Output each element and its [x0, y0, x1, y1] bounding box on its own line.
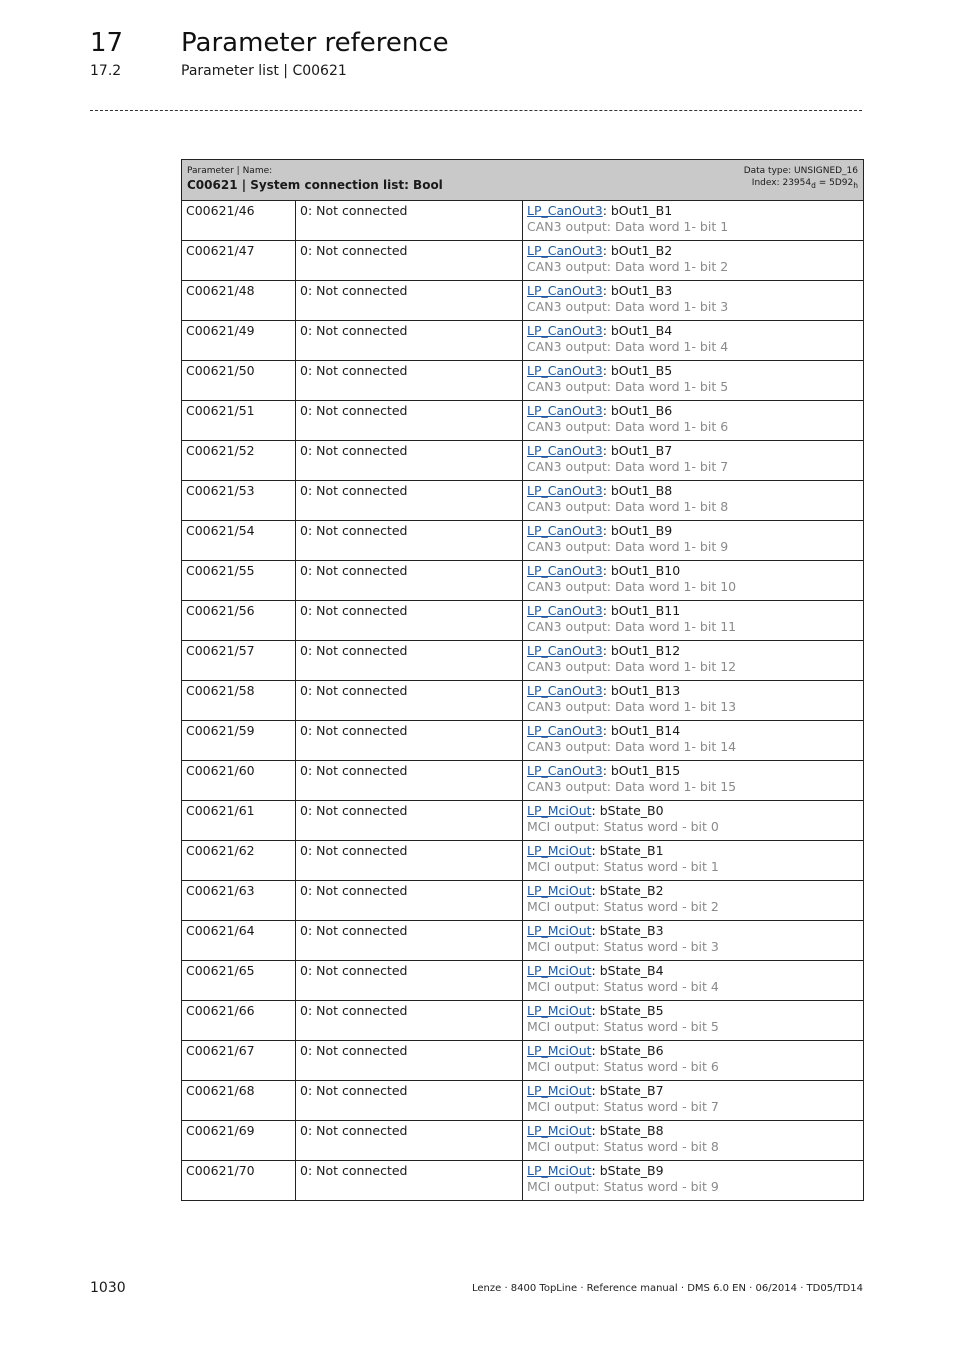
value-cell	[296, 241, 523, 281]
value-cell	[296, 521, 523, 561]
table-row	[182, 201, 864, 241]
description-cell	[523, 601, 864, 641]
port-link[interactable]: LP_MciOut	[527, 1043, 592, 1058]
header-divider	[90, 110, 862, 111]
code-cell	[182, 961, 296, 1001]
parameter-value: 0: Not connected	[300, 923, 408, 938]
description-cell	[523, 441, 864, 481]
signal-name: : bOut1_B13	[602, 683, 681, 698]
description-cell	[523, 201, 864, 241]
value-cell	[296, 801, 523, 841]
port-link[interactable]: LP_CanOut3	[527, 363, 603, 378]
section-title: Parameter list | C00621	[181, 63, 347, 79]
port-link[interactable]: LP_CanOut3	[527, 243, 603, 258]
value-cell	[296, 761, 523, 801]
code-cell	[182, 801, 296, 841]
table-row	[182, 561, 864, 601]
signal-description: CAN3 output: Data word 1- bit 11	[527, 619, 737, 634]
port-link[interactable]: LP_CanOut3	[527, 563, 603, 578]
description-cell	[523, 321, 864, 361]
value-cell	[296, 1001, 523, 1041]
code-cell	[182, 1161, 296, 1201]
description-cell	[523, 1081, 864, 1121]
description-cell	[523, 1041, 864, 1081]
signal-name: : bOut1_B7	[602, 443, 673, 458]
table-row	[182, 721, 864, 761]
parameter-value: 0: Not connected	[300, 723, 408, 738]
signal-description: MCI output: Status word - bit 8	[527, 1139, 719, 1154]
parameter-code: C00621/54	[186, 523, 255, 538]
chapter-number: 17	[90, 28, 124, 58]
code-cell	[182, 1081, 296, 1121]
port-link[interactable]: LP_CanOut3	[527, 283, 603, 298]
parameter-code: C00621/58	[186, 683, 255, 698]
value-cell	[296, 1161, 523, 1201]
signal-name: : bOut1_B4	[602, 323, 673, 338]
table-row	[182, 321, 864, 361]
port-link[interactable]: LP_MciOut	[527, 803, 592, 818]
parameter-code: C00621/57	[186, 643, 255, 658]
parameter-table	[181, 159, 864, 1201]
signal-description: CAN3 output: Data word 1- bit 4	[527, 339, 729, 354]
code-cell	[182, 921, 296, 961]
signal-name: : bState_B9	[591, 1163, 664, 1178]
index-info	[744, 177, 858, 192]
port-link[interactable]: LP_CanOut3	[527, 483, 603, 498]
table-row	[182, 361, 864, 401]
code-cell	[182, 1121, 296, 1161]
table-row	[182, 841, 864, 881]
parameter-code: C00621/59	[186, 723, 255, 738]
parameter-value: 0: Not connected	[300, 1083, 408, 1098]
value-cell	[296, 481, 523, 521]
description-cell	[523, 1161, 864, 1201]
parameter-code: C00621/53	[186, 483, 255, 498]
signal-description: CAN3 output: Data word 1- bit 14	[527, 739, 737, 754]
parameter-code: C00621/64	[186, 923, 255, 938]
signal-description: MCI output: Status word - bit 2	[527, 899, 719, 914]
signal-name: : bOut1_B8	[602, 483, 673, 498]
parameter-code: C00621/61	[186, 803, 255, 818]
value-cell	[296, 361, 523, 401]
code-cell	[182, 881, 296, 921]
description-cell	[523, 1001, 864, 1041]
signal-description: CAN3 output: Data word 1- bit 5	[527, 379, 729, 394]
table-row	[182, 961, 864, 1001]
code-cell	[182, 841, 296, 881]
port-link[interactable]: LP_CanOut3	[527, 203, 603, 218]
parameter-code: C00621/47	[186, 243, 255, 258]
code-cell	[182, 1041, 296, 1081]
table-row	[182, 1081, 864, 1121]
signal-description: MCI output: Status word - bit 0	[527, 819, 719, 834]
parameter-code: C00621/46	[186, 203, 255, 218]
parameter-code: C00621/50	[186, 363, 255, 378]
code-cell	[182, 321, 296, 361]
signal-name: : bOut1_B6	[602, 403, 673, 418]
code-cell	[182, 561, 296, 601]
signal-name: : bState_B4	[591, 963, 664, 978]
parameter-code: C00621/62	[186, 843, 255, 858]
signal-name: : bState_B6	[591, 1043, 664, 1058]
chapter-title: Parameter reference	[181, 28, 449, 58]
code-cell	[182, 761, 296, 801]
parameter-value: 0: Not connected	[300, 1043, 408, 1058]
section-number: 17.2	[90, 63, 122, 79]
signal-name: : bOut1_B11	[602, 603, 681, 618]
port-link[interactable]: LP_MciOut	[527, 963, 592, 978]
parameter-code: C00621/52	[186, 443, 255, 458]
index-value: Index: 23954	[751, 178, 812, 188]
signal-name: : bOut1_B10	[602, 563, 681, 578]
signal-description: CAN3 output: Data word 1- bit 12	[527, 659, 737, 674]
code-cell	[182, 281, 296, 321]
code-cell	[182, 601, 296, 641]
table-row	[182, 681, 864, 721]
code-cell	[182, 481, 296, 521]
value-cell	[296, 1121, 523, 1161]
parameter-value: 0: Not connected	[300, 443, 408, 458]
parameter-code: C00621/66	[186, 1003, 255, 1018]
code-cell	[182, 641, 296, 681]
signal-description: CAN3 output: Data word 1- bit 1	[527, 219, 729, 234]
parameter-value: 0: Not connected	[300, 683, 408, 698]
parameter-value: 0: Not connected	[300, 963, 408, 978]
code-cell	[182, 361, 296, 401]
signal-description: CAN3 output: Data word 1- bit 15	[527, 779, 737, 794]
description-cell	[523, 281, 864, 321]
parameter-value: 0: Not connected	[300, 243, 408, 258]
signal-description: CAN3 output: Data word 1- bit 9	[527, 539, 729, 554]
table-row	[182, 521, 864, 561]
signal-name: : bState_B7	[591, 1083, 664, 1098]
value-cell	[296, 1081, 523, 1121]
table-row	[182, 281, 864, 321]
index-sub-h: h	[853, 180, 859, 190]
port-link[interactable]: LP_CanOut3	[527, 603, 603, 618]
value-cell	[296, 681, 523, 721]
signal-name: : bState_B3	[591, 923, 664, 938]
signal-description: CAN3 output: Data word 1- bit 2	[527, 259, 729, 274]
table-row	[182, 481, 864, 521]
code-cell	[182, 1001, 296, 1041]
parameter-value: 0: Not connected	[300, 1003, 408, 1018]
port-link[interactable]: LP_CanOut3	[527, 443, 603, 458]
parameter-code: C00621/68	[186, 1083, 255, 1098]
signal-description: MCI output: Status word - bit 5	[527, 1019, 719, 1034]
parameter-value: 0: Not connected	[300, 883, 408, 898]
parameter-value: 0: Not connected	[300, 483, 408, 498]
index-hex: = 5D92	[815, 178, 854, 188]
parameter-code: C00621/63	[186, 883, 255, 898]
code-cell	[182, 721, 296, 761]
table-row	[182, 921, 864, 961]
port-link[interactable]: LP_MciOut	[527, 1163, 592, 1178]
signal-description: MCI output: Status word - bit 6	[527, 1059, 719, 1074]
description-cell	[523, 401, 864, 441]
value-cell	[296, 921, 523, 961]
table-row	[182, 761, 864, 801]
value-cell	[296, 601, 523, 641]
value-cell	[296, 281, 523, 321]
parameter-code: C00621/65	[186, 963, 255, 978]
port-link[interactable]: LP_MciOut	[527, 923, 592, 938]
parameter-value: 0: Not connected	[300, 403, 408, 418]
parameter-code: C00621/51	[186, 403, 255, 418]
value-cell	[296, 201, 523, 241]
parameter-value: 0: Not connected	[300, 643, 408, 658]
table-row	[182, 1121, 864, 1161]
port-link[interactable]: LP_CanOut3	[527, 323, 603, 338]
value-cell	[296, 881, 523, 921]
parameter-value: 0: Not connected	[300, 563, 408, 578]
parameter-code: C00621/48	[186, 283, 255, 298]
code-cell	[182, 401, 296, 441]
parameter-value: 0: Not connected	[300, 203, 408, 218]
parameter-code: C00621/67	[186, 1043, 255, 1058]
signal-description: MCI output: Status word - bit 4	[527, 979, 719, 994]
index-sub-d: d	[811, 180, 816, 190]
signal-description: MCI output: Status word - bit 1	[527, 859, 719, 874]
signal-name: : bOut1_B9	[602, 523, 673, 538]
table-row	[182, 1001, 864, 1041]
table-header-row	[182, 160, 864, 201]
signal-name: : bState_B1	[591, 843, 664, 858]
signal-description: CAN3 output: Data word 1- bit 7	[527, 459, 729, 474]
parameter-code: C00621/70	[186, 1163, 255, 1178]
table-row	[182, 1041, 864, 1081]
signal-description: CAN3 output: Data word 1- bit 3	[527, 299, 729, 314]
value-cell	[296, 841, 523, 881]
parameter-code: C00621/55	[186, 563, 255, 578]
parameter-value: 0: Not connected	[300, 843, 408, 858]
table-row	[182, 641, 864, 681]
port-link[interactable]: LP_MciOut	[527, 1003, 592, 1018]
table-row	[182, 241, 864, 281]
signal-description: MCI output: Status word - bit 7	[527, 1099, 719, 1114]
port-link[interactable]: LP_CanOut3	[527, 643, 603, 658]
table-row	[182, 1161, 864, 1201]
value-cell	[296, 1041, 523, 1081]
parameter-code: C00621/56	[186, 603, 255, 618]
parameter-value: 0: Not connected	[300, 523, 408, 538]
signal-name: : bState_B2	[591, 883, 664, 898]
table-row	[182, 801, 864, 841]
description-cell	[523, 241, 864, 281]
parameter-code: C00621/69	[186, 1123, 255, 1138]
signal-description: CAN3 output: Data word 1- bit 6	[527, 419, 729, 434]
value-cell	[296, 401, 523, 441]
code-cell	[182, 441, 296, 481]
description-cell	[523, 921, 864, 961]
description-cell	[523, 521, 864, 561]
table-row	[182, 881, 864, 921]
code-cell	[182, 241, 296, 281]
value-cell	[296, 561, 523, 601]
signal-description: MCI output: Status word - bit 9	[527, 1179, 719, 1194]
signal-description: CAN3 output: Data word 1- bit 13	[527, 699, 737, 714]
description-cell	[523, 1121, 864, 1161]
signal-name: : bOut1_B1	[602, 203, 673, 218]
port-link[interactable]: LP_CanOut3	[527, 523, 603, 538]
signal-name: : bState_B0	[591, 803, 664, 818]
port-link[interactable]: LP_MciOut	[527, 883, 592, 898]
code-cell	[182, 521, 296, 561]
description-cell	[523, 561, 864, 601]
description-cell	[523, 801, 864, 841]
data-type: Data type: UNSIGNED_16	[743, 166, 859, 176]
description-cell	[523, 761, 864, 801]
parameter-code: C00621/60	[186, 763, 255, 778]
description-cell	[523, 961, 864, 1001]
signal-description: MCI output: Status word - bit 3	[527, 939, 719, 954]
value-cell	[296, 321, 523, 361]
parameter-value: 0: Not connected	[300, 1123, 408, 1138]
table-row	[182, 401, 864, 441]
param-name: C00621 | System connection list: Bool	[187, 178, 443, 192]
port-link[interactable]: LP_MciOut	[527, 843, 592, 858]
port-link[interactable]: LP_CanOut3	[527, 403, 603, 418]
document-info: Lenze · 8400 TopLine · Reference manual · DMS 6.0 EN · 06/2014 · TD05/TD14	[471, 1283, 863, 1294]
port-link[interactable]: LP_MciOut	[527, 1083, 592, 1098]
parameter-value: 0: Not connected	[300, 803, 408, 818]
parameter-value: 0: Not connected	[300, 1163, 408, 1178]
signal-name: : bOut1_B3	[602, 283, 673, 298]
port-link[interactable]: LP_CanOut3	[527, 723, 603, 738]
signal-name: : bOut1_B2	[602, 243, 673, 258]
description-cell	[523, 361, 864, 401]
table-row	[182, 601, 864, 641]
parameter-code: C00621/49	[186, 323, 255, 338]
signal-name: : bState_B8	[591, 1123, 664, 1138]
table-header-cell	[182, 160, 864, 201]
code-cell	[182, 681, 296, 721]
param-label: Parameter | Name:	[187, 166, 273, 176]
description-cell	[523, 721, 864, 761]
parameter-value: 0: Not connected	[300, 283, 408, 298]
parameter-value: 0: Not connected	[300, 323, 408, 338]
signal-description: CAN3 output: Data word 1- bit 10	[527, 579, 737, 594]
table-row	[182, 441, 864, 481]
description-cell	[523, 481, 864, 521]
signal-name: : bOut1_B14	[602, 723, 681, 738]
description-cell	[523, 881, 864, 921]
parameter-value: 0: Not connected	[300, 603, 408, 618]
signal-description: CAN3 output: Data word 1- bit 8	[527, 499, 729, 514]
description-cell	[523, 641, 864, 681]
signal-name: : bOut1_B15	[602, 763, 681, 778]
port-link[interactable]: LP_MciOut	[527, 1123, 592, 1138]
value-cell	[296, 721, 523, 761]
port-link[interactable]: LP_CanOut3	[527, 763, 603, 778]
description-cell	[523, 681, 864, 721]
value-cell	[296, 641, 523, 681]
signal-name: : bOut1_B5	[602, 363, 673, 378]
value-cell	[296, 441, 523, 481]
code-cell	[182, 201, 296, 241]
parameter-value: 0: Not connected	[300, 763, 408, 778]
page-number: 1030	[90, 1280, 126, 1296]
value-cell	[296, 961, 523, 1001]
description-cell	[523, 841, 864, 881]
parameter-value: 0: Not connected	[300, 363, 408, 378]
port-link[interactable]: LP_CanOut3	[527, 683, 603, 698]
signal-name: : bState_B5	[591, 1003, 664, 1018]
signal-name: : bOut1_B12	[602, 643, 681, 658]
